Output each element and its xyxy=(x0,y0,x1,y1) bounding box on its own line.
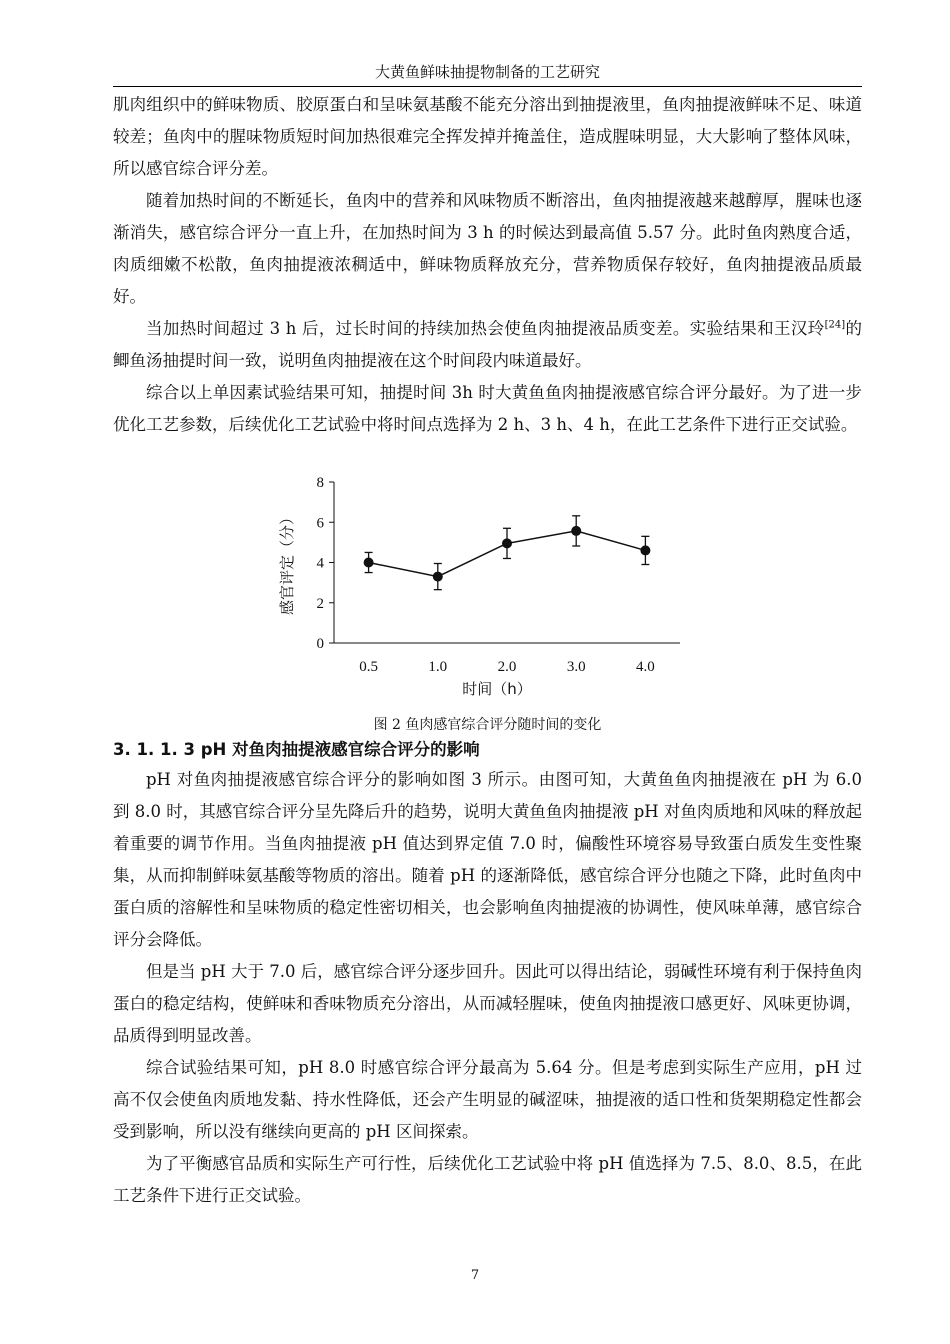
y-tick-label: 8 xyxy=(316,475,324,491)
y-tick-label: 2 xyxy=(316,595,324,612)
x-tick-label: 4.0 xyxy=(636,659,655,675)
paragraph-text: 的鲫鱼汤抽提时间一致，说明鱼肉抽提液在这个时间段内味道最好。 xyxy=(113,319,863,370)
paragraph: 为了平衡感官品质和实际生产可行性，后续优化工艺试验中将 pH 值选择为 7.5、8.0、8.5，在此工艺条件下进行正交试验。 xyxy=(113,1154,862,1205)
figure-caption: 图 2 鱼肉感官综合评分随时间的变化 xyxy=(373,717,602,733)
x-tick-label: 1.0 xyxy=(428,659,448,675)
paragraph: 随着加热时间的不断延长，鱼肉中的营养和风味物质不断溶出，鱼肉抽提液越来越醇厚，腥味也逐渐消失，感官综合评分一直上升，在加热时间为 3 h 的时候达到最高值 5.57 分。此时鱼肉熟度合适，肉质细嫩不松散，鱼肉抽提液浓稠适中，鲜味物质释放充分，营养物质保存较好，鱼肉抽提液品质最好。 xyxy=(113,191,862,306)
y-axis-label: 感官评定（分） xyxy=(278,509,296,616)
section-body-1 xyxy=(113,89,862,441)
paragraph-with-citation xyxy=(113,313,862,377)
paragraph: 但是当 pH 大于 7.0 后，感官综合评分逐步回升。因此可以得出结论，弱碱性环境有利于保持鱼肉蛋白的稳定结构，使鲜味和香味物质充分溶出，从而减轻腥味，使鱼肉抽提液口感更好、风味更协调，品质得到明显改善。 xyxy=(113,962,862,1045)
data-point xyxy=(433,572,443,582)
paragraph: 肌肉组织中的鲜味物质、胶原蛋白和呈味氨基酸不能充分溶出到抽提液里，鱼肉抽提液鲜味不足、味道较差；鱼肉中的腥味物质短时间加热很难完全挥发掉并掩盖住，造成腥味明显，大大影响了整体风味，所以感官综合评分差。 xyxy=(113,95,862,178)
data-point xyxy=(571,526,581,536)
data-point xyxy=(640,545,650,555)
data-point xyxy=(364,558,374,568)
y-tick-label: 4 xyxy=(316,555,324,572)
line-chart xyxy=(270,470,700,710)
running-header: 大黄鱼鲜味抽提物制备的工艺研究 xyxy=(374,63,600,81)
header-rule xyxy=(113,86,862,87)
x-tick-label: 2.0 xyxy=(497,659,517,675)
x-axis-label: 时间（h） xyxy=(462,680,532,698)
paragraph-text: 当加热时间超过 3 h 后，过长时间的持续加热会使鱼肉抽提液品质变差。实验结果和王汉玲 xyxy=(146,319,825,338)
section-heading: 3. 1. 1. 3 pH 对鱼肉抽提液感官综合评分的影响 xyxy=(113,740,480,759)
y-tick-label: 6 xyxy=(316,515,324,532)
paragraph: 综合试验结果可知，pH 8.0 时感官综合评分最高为 5.64 分。但是考虑到实际生产应用，pH 过高不仅会使鱼肉质地发黏、持水性降低，还会产生明显的碱涩味，抽提液的适口性和货架期稳定性都会受到影响，所以没有继续向更高的 pH 区间探索。 xyxy=(113,1058,862,1141)
y-tick-label: 0 xyxy=(316,636,324,652)
paragraph: 综合以上单因素试验结果可知，抽提时间 3h 时大黄鱼鱼肉抽提液感官综合评分最好。为了进一步优化工艺参数，后续优化工艺试验中将时间点选择为 2 h、3 h、4 h，在此工艺条件下进行正交试验。 xyxy=(113,383,862,434)
figure-chart xyxy=(270,470,700,710)
x-tick-label: 3.0 xyxy=(566,659,586,675)
paragraph: pH 对鱼肉抽提液感官综合评分的影响如图 3 所示。由图可知，大黄鱼鱼肉抽提液在 pH 为 6.0 到 8.0 时，其感官综合评分呈先降后升的趋势，说明大黄鱼鱼肉抽提液 pH 对鱼肉质地和风味的释放起着重要的调节作用。当鱼肉抽提液 pH 值达到界定值 7.0 时，偏酸性环境容易导致蛋白质发生变性聚集，从而抑制鲜味氨基酸等物质的溶出。随着 pH 的逐渐降低，感官综合评分也随之下降，此时鱼肉中蛋白质的溶解性和呈味物质的稳定性密切相关，也会影响鱼肉抽提液的协调性，使风味单薄，感官综合评分会降低。 xyxy=(113,770,862,949)
x-tick-label: 0.5 xyxy=(359,659,378,675)
citation-ref: [24] xyxy=(824,319,846,331)
page-number: 7 xyxy=(470,1268,480,1283)
data-point xyxy=(502,538,512,548)
section-body-2 xyxy=(113,764,862,1212)
